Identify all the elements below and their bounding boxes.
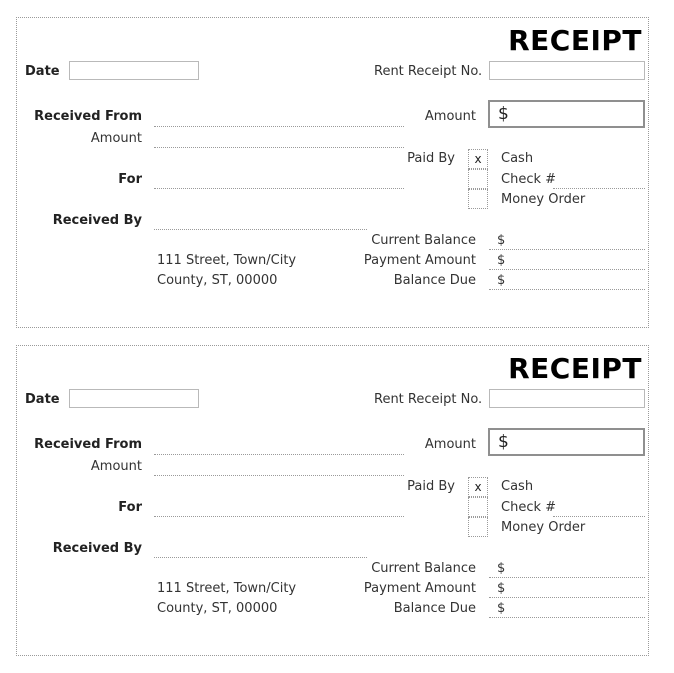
received-by-label: Received By (52, 213, 142, 228)
received-from-label: Received From (34, 109, 142, 124)
balance-due-field[interactable] (489, 617, 645, 618)
amount-currency: $ (498, 432, 509, 452)
amount-words-label: Amount (90, 459, 142, 474)
for-label: For (118, 172, 142, 187)
receipt-form-2 (16, 345, 649, 656)
received-by-field[interactable] (154, 557, 367, 558)
address-line-1: 111 Street, Town/City (157, 253, 297, 268)
balance-due-currency: $ (497, 601, 506, 616)
payment-amount-label: Payment Amount (363, 253, 476, 268)
check-checkbox[interactable] (468, 497, 488, 517)
address-line-2: County, ST, 00000 (157, 273, 278, 288)
receipt-title: RECEIPT (508, 352, 642, 385)
amount-label: Amount (424, 437, 476, 452)
balance-due-field[interactable] (489, 289, 645, 290)
check-label: Check # (501, 172, 557, 187)
amount-field[interactable] (488, 428, 645, 456)
received-from-field[interactable] (154, 454, 404, 455)
for-field[interactable] (154, 188, 404, 189)
date-field[interactable] (69, 61, 199, 80)
address-line-1: 111 Street, Town/City (157, 581, 297, 596)
current-balance-currency: $ (497, 233, 506, 248)
date-field[interactable] (69, 389, 199, 408)
check-checkbox[interactable] (468, 169, 488, 189)
check-number-field[interactable] (553, 188, 645, 189)
check-label: Check # (501, 500, 557, 515)
current-balance-label: Current Balance (371, 233, 476, 248)
payment-amount-currency: $ (497, 581, 506, 596)
payment-amount-field[interactable] (489, 269, 645, 270)
current-balance-field[interactable] (489, 577, 645, 578)
for-label: For (118, 500, 142, 515)
amount-field[interactable] (488, 100, 645, 128)
amount-label: Amount (424, 109, 476, 124)
paid-by-label: Paid By (407, 151, 455, 166)
received-from-label: Received From (34, 437, 142, 452)
receipt-no-label: Rent Receipt No. (374, 64, 483, 79)
balance-due-label: Balance Due (393, 601, 476, 616)
date-label: Date (25, 392, 60, 407)
for-field[interactable] (154, 516, 404, 517)
paid-by-label: Paid By (407, 479, 455, 494)
money-order-label: Money Order (501, 192, 586, 207)
cash-label: Cash (501, 479, 534, 494)
current-balance-field[interactable] (489, 249, 645, 250)
cash-label: Cash (501, 151, 534, 166)
payment-amount-currency: $ (497, 253, 506, 268)
address-line-2: County, ST, 00000 (157, 601, 278, 616)
amount-currency: $ (498, 104, 509, 124)
balance-due-label: Balance Due (393, 273, 476, 288)
amount-words-field[interactable] (154, 147, 404, 148)
receipt-no-field[interactable] (489, 389, 645, 408)
amount-words-label: Amount (90, 131, 142, 146)
money-order-checkbox[interactable] (468, 189, 488, 209)
current-balance-label: Current Balance (371, 561, 476, 576)
current-balance-currency: $ (497, 561, 506, 576)
receipt-no-field[interactable] (489, 61, 645, 80)
balance-due-currency: $ (497, 273, 506, 288)
money-order-checkbox[interactable] (468, 517, 488, 537)
payment-amount-field[interactable] (489, 597, 645, 598)
amount-words-field[interactable] (154, 475, 404, 476)
payment-amount-label: Payment Amount (363, 581, 476, 596)
received-from-field[interactable] (154, 126, 404, 127)
received-by-label: Received By (52, 541, 142, 556)
receipt-no-label: Rent Receipt No. (374, 392, 483, 407)
check-number-field[interactable] (553, 516, 645, 517)
cash-checkbox[interactable]: x (468, 149, 488, 169)
cash-checkbox[interactable]: x (468, 477, 488, 497)
receipt-title: RECEIPT (508, 24, 642, 57)
received-by-field[interactable] (154, 229, 367, 230)
receipt-form-1 (16, 17, 649, 328)
date-label: Date (25, 64, 60, 79)
money-order-label: Money Order (501, 520, 586, 535)
